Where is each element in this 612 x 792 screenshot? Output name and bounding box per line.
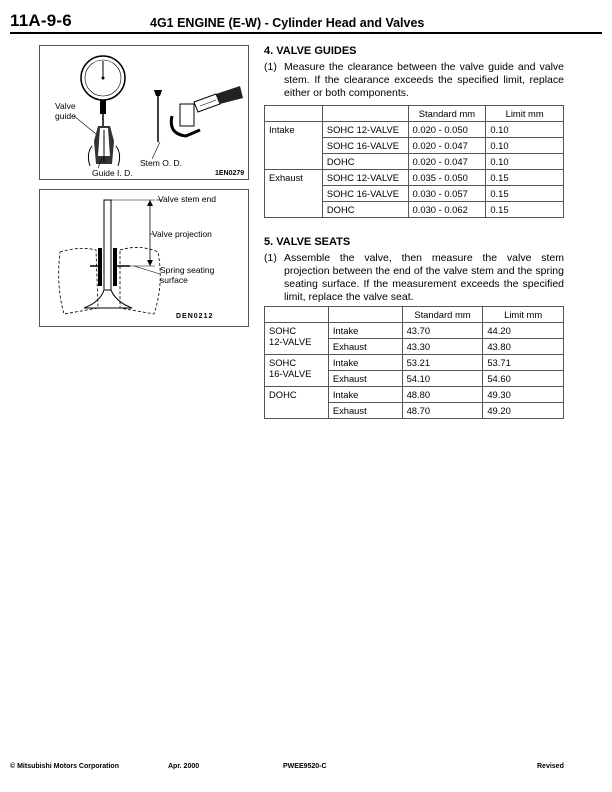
step-valve-seats — [264, 252, 564, 304]
table-row — [265, 323, 564, 339]
label-stem-od: Stem O. D. — [140, 158, 183, 168]
group-cell: Intake — [265, 122, 323, 170]
step-text: Assemble the valve, then measure the valve stem projection between the end of the valve stem and the spring seating surface. If the measurement exceeds the specified limit, replace the valve seat. — [284, 252, 564, 303]
group-cell: SOHC 12-VALVE — [265, 323, 329, 355]
header-rule — [10, 32, 602, 34]
table-header-row — [265, 307, 564, 323]
valve-guide-clearance-table — [264, 105, 564, 218]
step-text: Measure the clearance between the valve guide and valve stem. If the clearance exceeds the specified limit, replace either or both components. — [284, 61, 564, 99]
header-cell — [322, 106, 408, 122]
limit-cell: 44.20 — [483, 323, 564, 339]
limit-cell: 0.10 — [486, 138, 564, 154]
label-valve-projection: Valve projection — [152, 229, 212, 239]
label-guide-id: Guide I. D. — [92, 168, 133, 178]
variant-cell: DOHC — [322, 202, 408, 218]
limit-cell: 53.71 — [483, 355, 564, 371]
figure-code: DEN0212 — [176, 313, 214, 320]
limit-cell: 0.15 — [486, 202, 564, 218]
step-number: (1) — [264, 252, 277, 264]
variant-cell: SOHC 16-VALVE — [322, 186, 408, 202]
valve-stem-projection-table — [264, 306, 564, 419]
standard-cell: 43.70 — [402, 323, 483, 339]
header-cell: Limit mm — [486, 106, 564, 122]
standard-cell: 43.30 — [402, 339, 483, 355]
label-spring-seating-surface: Spring seating surface — [160, 265, 215, 285]
variant-cell: SOHC 12-VALVE — [322, 122, 408, 138]
limit-cell: 0.15 — [486, 186, 564, 202]
footer-date: Apr. 2000 — [168, 763, 200, 770]
variant-cell: DOHC — [322, 154, 408, 170]
type-cell: Exhaust — [328, 339, 402, 355]
limit-cell: 49.30 — [483, 387, 564, 403]
standard-cell: 0.030 - 0.057 — [408, 186, 486, 202]
footer-copyright: © Mitsubishi Motors Corporation — [10, 763, 119, 770]
section-heading-valve-seats: 5. VALVE SEATS — [264, 236, 351, 248]
type-cell: Intake — [328, 323, 402, 339]
figure-valve-stem-projection — [39, 189, 249, 327]
group-cell: Exhaust — [265, 170, 323, 218]
standard-cell: 0.035 - 0.050 — [408, 170, 486, 186]
standard-cell: 48.80 — [402, 387, 483, 403]
limit-cell: 49.20 — [483, 403, 564, 419]
variant-cell: SOHC 16-VALVE — [322, 138, 408, 154]
table-row — [265, 387, 564, 403]
step-valve-guides — [264, 61, 564, 100]
footer-status: Revised — [537, 763, 564, 770]
section-heading-valve-guides: 4. VALVE GUIDES — [264, 45, 357, 57]
header-cell — [265, 106, 323, 122]
type-cell: Exhaust — [328, 371, 402, 387]
standard-cell: 0.020 - 0.047 — [408, 138, 486, 154]
variant-cell: SOHC 12-VALVE — [322, 170, 408, 186]
header-cell: Limit mm — [483, 307, 564, 323]
standard-cell: 48.70 — [402, 403, 483, 419]
header-cell: Standard mm — [408, 106, 486, 122]
table-header-row — [265, 106, 564, 122]
standard-cell: 54.10 — [402, 371, 483, 387]
header-cell: Standard mm — [402, 307, 483, 323]
step-number: (1) — [264, 61, 277, 73]
limit-cell: 0.15 — [486, 170, 564, 186]
limit-cell: 0.10 — [486, 122, 564, 138]
type-cell: Intake — [328, 355, 402, 371]
group-cell: SOHC 16-VALVE — [265, 355, 329, 387]
limit-cell: 43.80 — [483, 339, 564, 355]
standard-cell: 53.21 — [402, 355, 483, 371]
figure-code: 1EN0279 — [215, 170, 245, 177]
standard-cell: 0.020 - 0.050 — [408, 122, 486, 138]
type-cell: Exhaust — [328, 403, 402, 419]
group-cell: DOHC — [265, 387, 329, 419]
table-row — [265, 355, 564, 371]
standard-cell: 0.020 - 0.047 — [408, 154, 486, 170]
label-valve-stem-end: Valve stem end — [158, 194, 216, 204]
table-row — [265, 122, 564, 138]
page-number: 11A-9-6 — [10, 11, 72, 30]
page-title: 4G1 ENGINE (E-W) - Cylinder Head and Valves — [150, 16, 425, 30]
limit-cell: 0.10 — [486, 154, 564, 170]
table-row — [265, 170, 564, 186]
type-cell: Intake — [328, 387, 402, 403]
header-cell — [265, 307, 329, 323]
header-cell — [328, 307, 402, 323]
figure-valve-guide-measurement — [39, 45, 249, 180]
label-valve-guide: Valve guide — [55, 101, 76, 121]
figure-valve-projection-drawing — [40, 190, 248, 326]
standard-cell: 0.030 - 0.062 — [408, 202, 486, 218]
footer-doc-code: PWEE9520-C — [283, 763, 327, 770]
limit-cell: 54.60 — [483, 371, 564, 387]
